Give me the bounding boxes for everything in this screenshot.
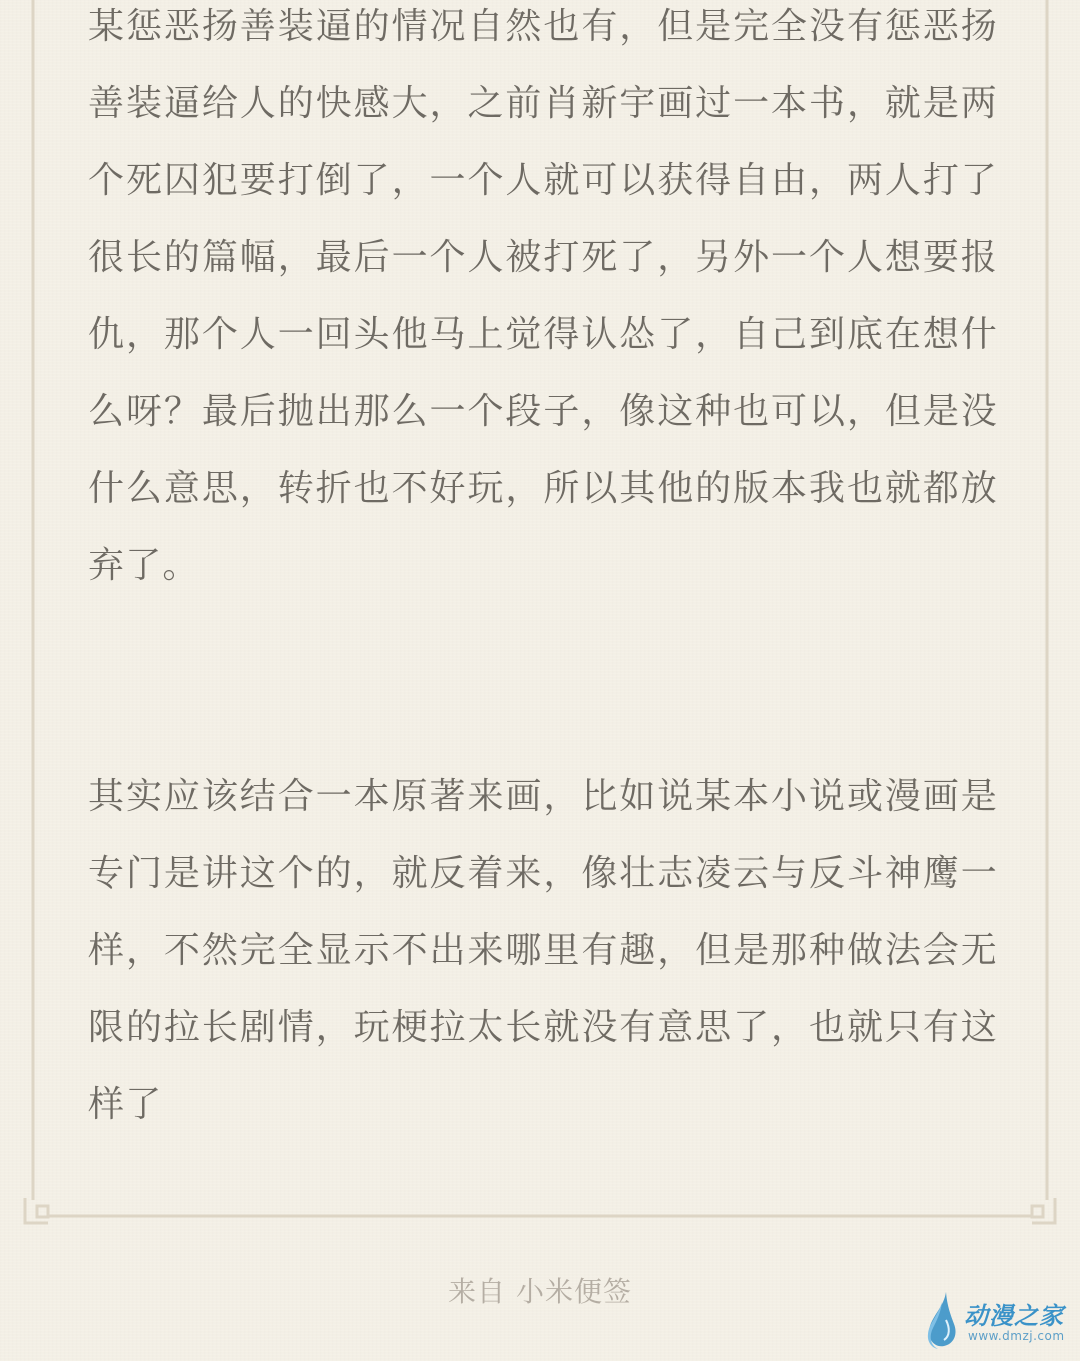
note-body (88, 0, 998, 1143)
note-paragraph-2: 其实应该结合一本原著来画，比如说某本小说或漫画是专门是讲这个的，就反着来，像壮志凌云与反斗神鹰一样，不然完全显示不出来哪里有趣，但是那种做法会无限的拉长剧情，玩梗拉太长就没有意思了，也就只有这样了 (88, 776, 998, 1125)
water-drop-logo-icon (916, 1290, 962, 1354)
watermark-site-url: www.dmzj.com (968, 1329, 1065, 1343)
source-footer: 来自 小米便签 (448, 1275, 632, 1308)
paragraph-gap (88, 604, 998, 758)
site-watermark (916, 1290, 1076, 1354)
watermark-site-name: 动漫之家 (964, 1302, 1064, 1330)
note-paragraph-1: 某惩恶扬善装逼的情况自然也有，但是完全没有惩恶扬善装逼给人的快感大，之前肖新宇画过一本书，就是两个死囚犯要打倒了，一个人就可以获得自由，两人打了很长的篇幅，最后一个人被打死了，另外一个人想要报仇，那个人一回头他马上觉得认怂了，自己到底在想什么呀？最后抛出那么一个段子，像这种也可以，但是没什么意思，转折也不好玩，所以其他的版本我也就都放弃了。 (88, 6, 998, 586)
